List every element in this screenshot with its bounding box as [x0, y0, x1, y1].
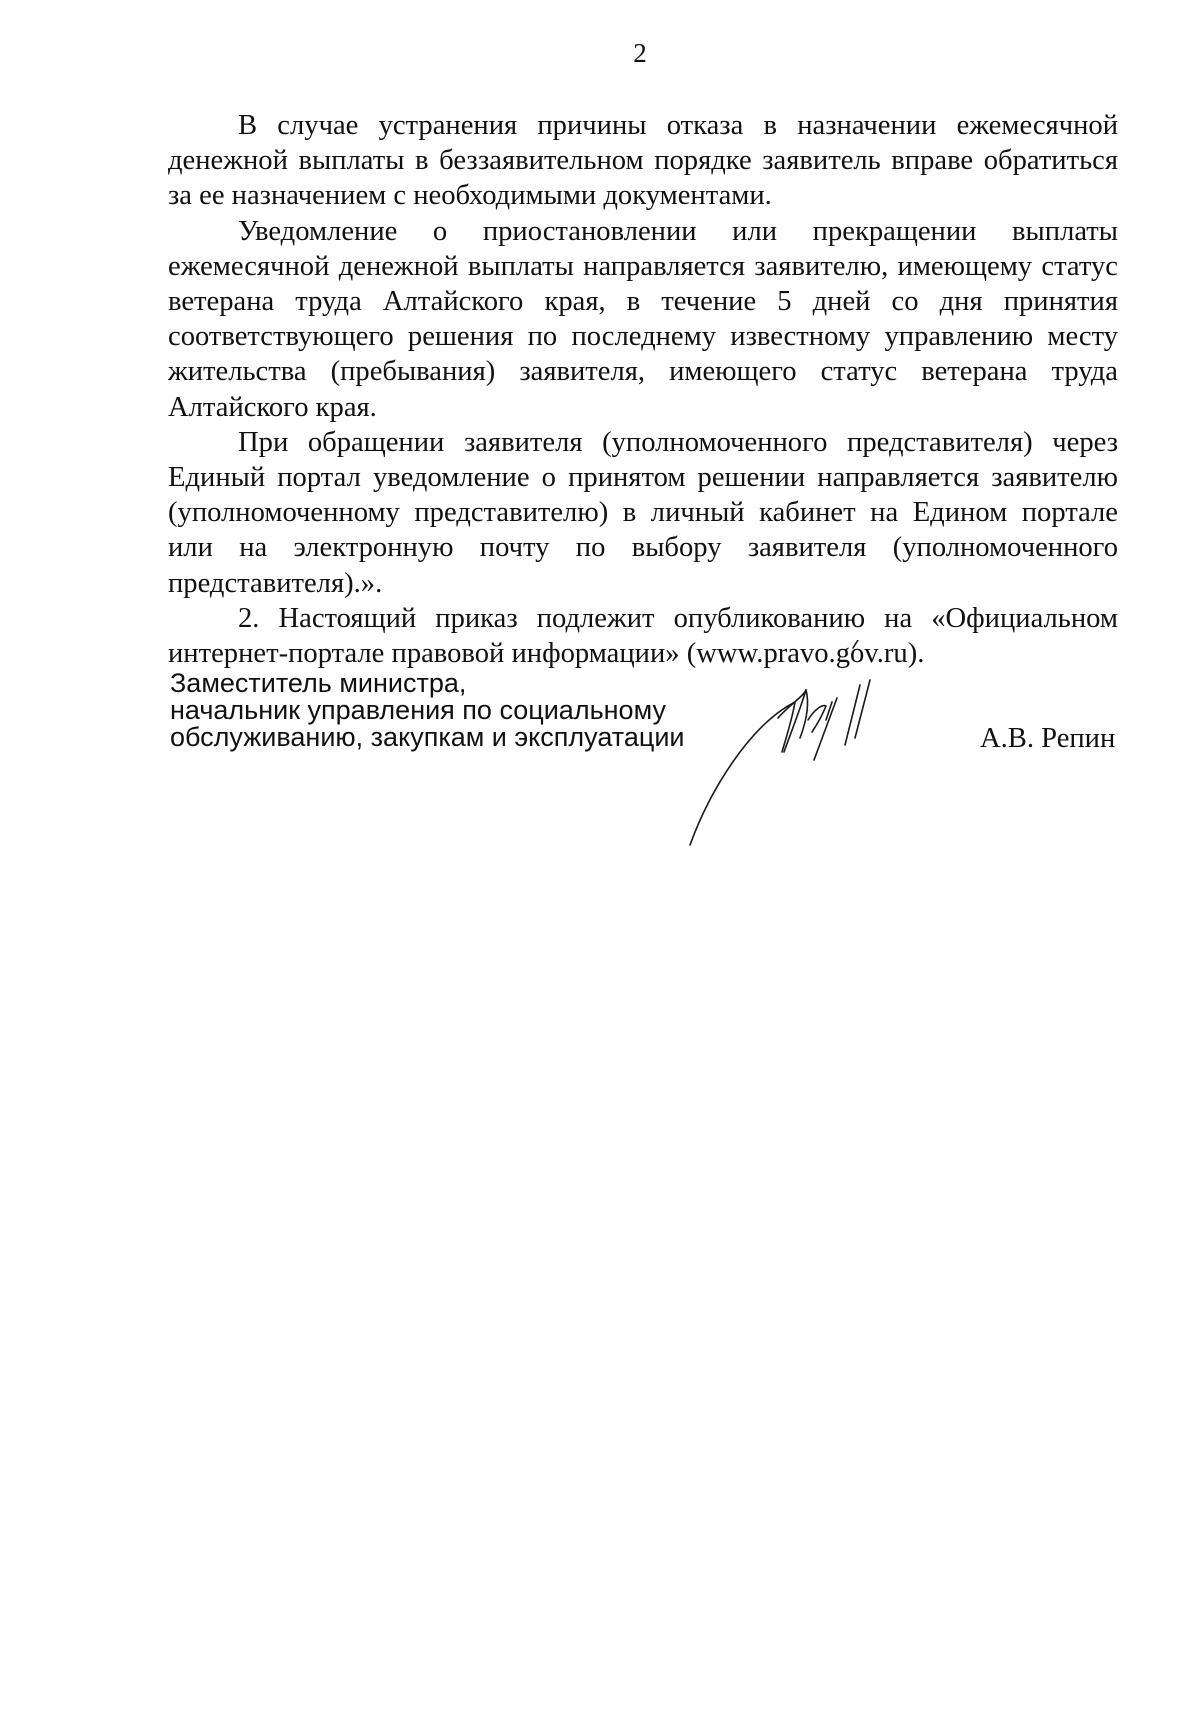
handwritten-signature — [680, 640, 950, 850]
document-body — [168, 108, 1118, 671]
signer-name: А.В. Репин — [980, 723, 1116, 754]
paragraph-portal-notice: При обращении заявителя (уполномоченного представителя) через Единый портал уведомление о принятом решении направляется заявителю (уполномоченному представителю) в личный кабинет на Едином портале или на электронную почту по выбору заявителя (уполномоченного представителя).». — [168, 426, 1118, 599]
page-number: 2 — [633, 38, 647, 68]
paragraph-publication: 2. Настоящий приказ подлежит опубликованию на «Официальном интернет-портале правовой информации» (www.pravo.gov.ru). — [168, 602, 1118, 670]
signer-title-line: обслуживанию, закупкам и эксплуатации — [170, 722, 685, 752]
signature-block — [170, 670, 1130, 870]
signer-title-line: начальник управления по социальному — [170, 695, 666, 725]
paragraph-suspension-notice: Уведомление о приостановлении или прекращении выплаты ежемесячной денежной выплаты направляется заявителю, имеющему статус ветерана труда Алтайского края, в течение 5 дней со дня принятия соответствующего решения по последнему известному управлению месту жительства (пребывания) заявителя, имеющего статус ветерана труда Алтайского края. — [168, 215, 1118, 423]
paragraph-refusal-cause: В случае устранения причины отказа в назначении ежемесячной денежной выплаты в беззаявительном порядке заявитель вправе обратиться за ее назначением с необходимыми документами. — [168, 110, 1118, 212]
signer-title-line: Заместитель министра, — [170, 668, 467, 698]
